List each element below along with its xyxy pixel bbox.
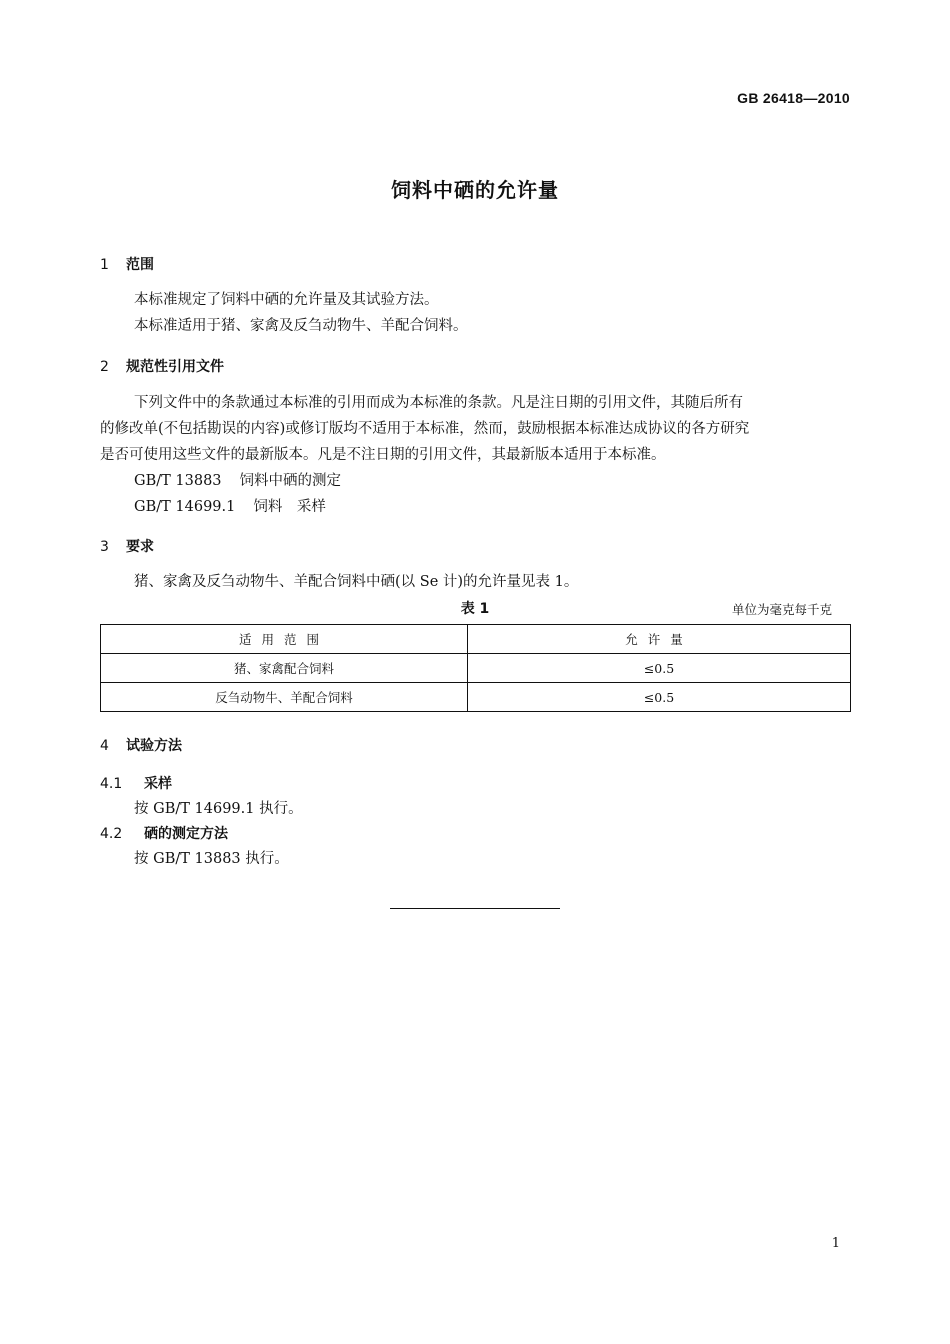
table-cell: 反刍动物牛、羊配合饲料 <box>101 683 468 712</box>
section-title: 规范性引用文件 <box>126 359 224 375</box>
normative-paragraph-line-1: 下列文件中的条款通过本标准的引用而成为本标准的条款。凡是注日期的引用文件，其随后所有 <box>134 395 743 411</box>
reference-title: 饲料 采样 <box>253 499 326 515</box>
section-number: 1 <box>100 257 109 273</box>
section-1-heading <box>100 254 154 274</box>
section-title: 要求 <box>126 539 154 555</box>
subsection-title: 硒的测定方法 <box>144 826 228 842</box>
normative-paragraph-line-2: 的修改单(不包括勘误的内容)或修订版均不适用于本标准，然而，鼓励根据本标准达成协议的各方研究 <box>100 421 750 437</box>
reference-item <box>134 468 341 494</box>
subsection-title: 采样 <box>144 776 172 792</box>
normative-paragraph-line-3: 是否可使用这些文件的最新版本。凡是不注日期的引用文件，其最新版本适用于本标准。 <box>100 447 666 463</box>
reference-code: GB/T 14699.1 <box>134 499 236 515</box>
sampling-text: 按 GB/T 14699.1 执行。 <box>134 801 303 817</box>
allowance-table <box>100 624 851 712</box>
table-cell: 猪、家禽配合饲料 <box>101 654 468 683</box>
subsection-4-2-heading <box>100 823 228 843</box>
reference-item <box>134 494 326 520</box>
column-header-allowance: 允许量 <box>468 625 851 654</box>
scope-paragraph-1: 本标准规定了饲料中硒的允许量及其试验方法。 <box>134 292 439 308</box>
requirement-paragraph: 猪、家禽及反刍动物牛、羊配合饲料中硒(以 Se 计)的允许量见表 1。 <box>134 574 579 590</box>
table-row <box>101 683 851 712</box>
page-number: 1 <box>831 1236 840 1251</box>
table-cell: ≤0.5 <box>468 654 851 683</box>
table-caption: 表 1 <box>460 601 490 617</box>
section-3-heading <box>100 536 154 556</box>
subsection-number: 4.1 <box>100 776 123 792</box>
section-number: 2 <box>100 359 109 375</box>
section-title: 范围 <box>126 257 154 273</box>
table-header-row <box>101 625 851 654</box>
reference-title: 饲料中硒的测定 <box>239 473 342 489</box>
table-cell: ≤0.5 <box>468 683 851 712</box>
scope-paragraph-2: 本标准适用于猪、家禽及反刍动物牛、羊配合饲料。 <box>134 318 468 334</box>
section-title: 试验方法 <box>126 738 182 754</box>
standard-number: GB 26418—2010 <box>737 90 850 106</box>
end-rule <box>390 908 560 909</box>
table-row <box>101 654 851 683</box>
section-2-heading <box>100 356 224 376</box>
section-number: 4 <box>100 738 109 754</box>
column-header-scope: 适用范围 <box>101 625 468 654</box>
section-4-heading <box>100 735 182 755</box>
subsection-number: 4.2 <box>100 826 123 842</box>
reference-code: GB/T 13883 <box>134 473 222 489</box>
subsection-4-1-heading <box>100 773 172 793</box>
document-title: 饲料中硒的允许量 <box>391 178 559 202</box>
section-number: 3 <box>100 539 109 555</box>
table-unit: 单位为毫克每千克 <box>731 602 832 617</box>
determination-text: 按 GB/T 13883 执行。 <box>134 851 289 867</box>
